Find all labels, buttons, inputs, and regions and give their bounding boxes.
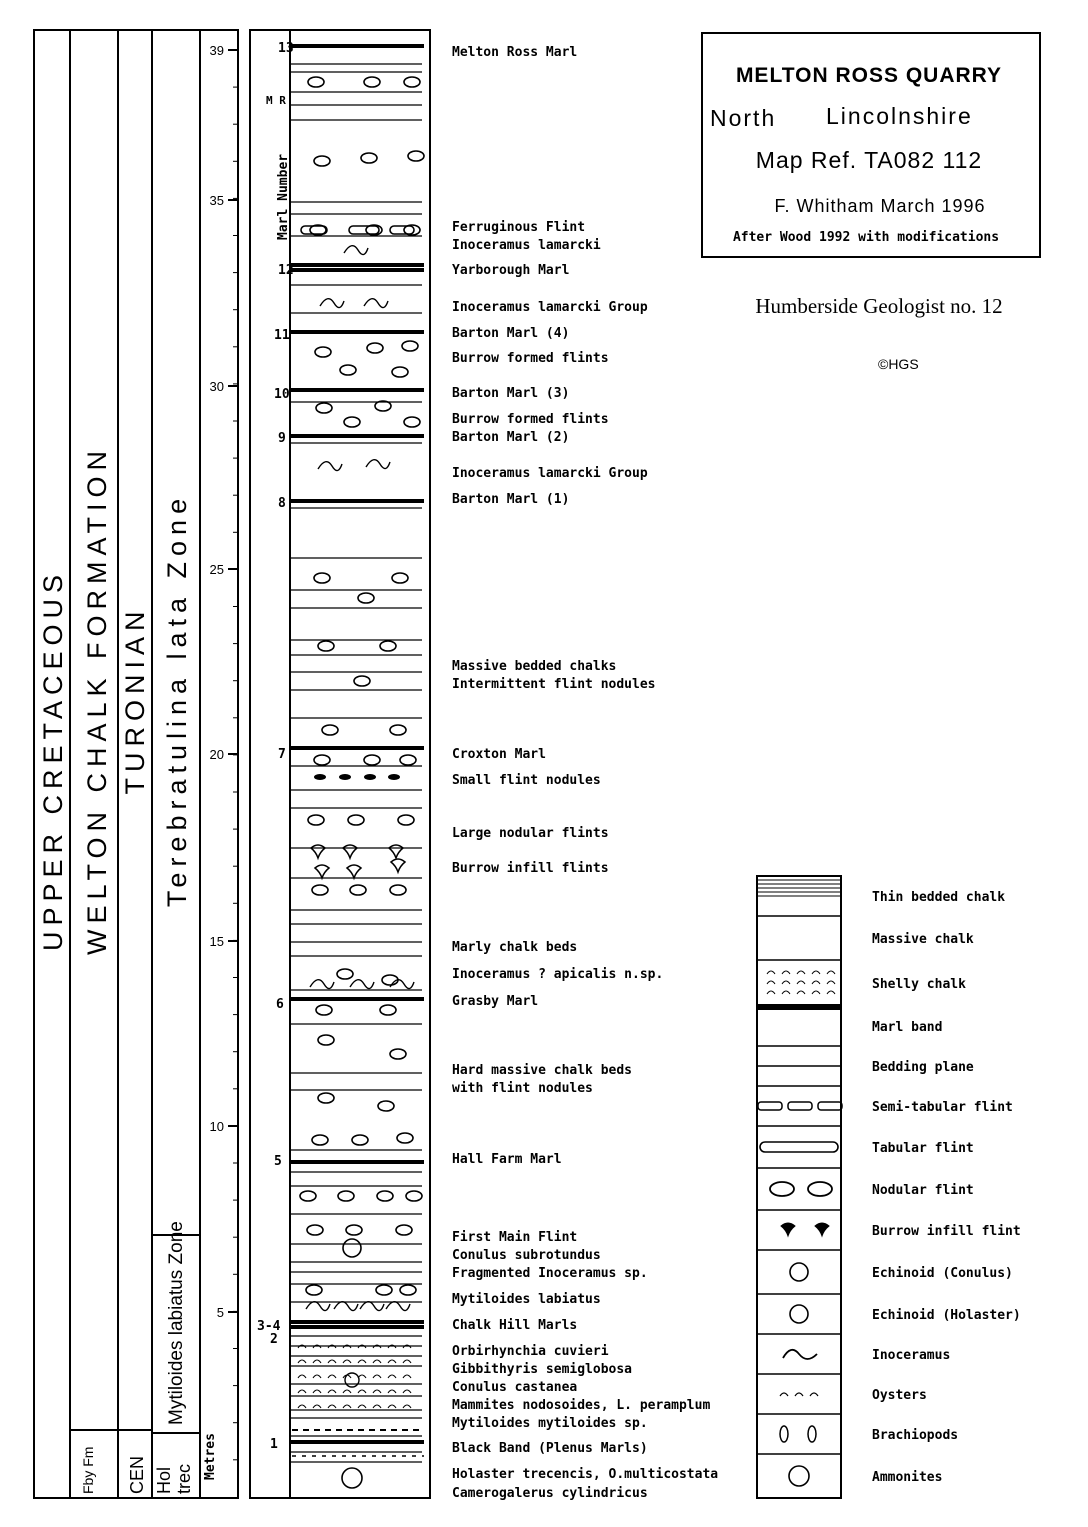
annotation-label: Orbirhynchia cuvieri [452, 1344, 609, 1359]
flint-nodule [364, 77, 380, 87]
burrow-flint [389, 845, 403, 858]
annotation-label: Inoceramus lamarcki [452, 238, 601, 253]
map-ref: Map Ref. TA082 112 [755, 147, 983, 173]
flint-nodule [404, 417, 420, 427]
welton-chalk-formation-label: WELTON CHALK FORMATION [82, 444, 112, 956]
flint-nodule [314, 156, 330, 166]
trec-label: trec [174, 1463, 194, 1494]
marl-number-2: 2 [270, 1332, 278, 1347]
legend-shell [767, 981, 775, 984]
hol-label: Hol [154, 1466, 174, 1494]
marl-number-6: 6 [276, 997, 284, 1012]
upper-cretaceous-label: UPPER CRETACEOUS [38, 568, 68, 952]
annotation-label: Mytiloides mytiloides sp. [452, 1416, 648, 1431]
inoceramus-symbol [344, 246, 368, 255]
title-text: MELTON ROSS QUARRY [735, 64, 1003, 87]
legend-oyster [810, 1393, 818, 1396]
scale-tick-label: 30 [209, 379, 224, 394]
legend-shell [767, 991, 775, 994]
legend-oyster [795, 1393, 803, 1396]
annotation-label: Grasby Marl [452, 994, 539, 1009]
oyster-symbol [343, 1390, 351, 1393]
flint-nodule [314, 755, 330, 765]
flint-nodule [307, 1225, 323, 1235]
flint-nodule [392, 573, 408, 583]
flint-nodule [316, 1005, 332, 1015]
legend-shell [812, 981, 820, 984]
oyster-symbol [388, 1390, 396, 1393]
legend-shell [827, 981, 835, 984]
flint-nodule [361, 153, 377, 163]
legend-shell [797, 971, 805, 974]
flint-nodule [348, 815, 364, 825]
small-flint-nodule [339, 774, 351, 780]
annotation-label: Ferruginous Flint [452, 220, 586, 235]
annotation-label: Melton Ross Marl [452, 45, 578, 60]
legend-shell [767, 971, 775, 974]
region-left: North [710, 105, 777, 131]
fby-fm-label: Fby Fm [80, 1446, 96, 1494]
marl-number-7: 7 [278, 747, 286, 762]
flint-nodule [354, 676, 370, 686]
oyster-symbol [328, 1405, 336, 1408]
flint-nodule [312, 885, 328, 895]
oyster-symbol [403, 1360, 411, 1363]
annotation-label: Marly chalk beds [452, 940, 578, 955]
flint-nodule [308, 815, 324, 825]
small-flint-nodule [314, 774, 326, 780]
annotation-label: First Main Flint [452, 1230, 578, 1245]
flint-nodule [380, 641, 396, 651]
inoceramus-symbol [360, 1302, 384, 1311]
tabular-flint [301, 226, 327, 234]
burrow-flint [391, 859, 405, 872]
legend-semi-tabular [818, 1102, 842, 1110]
inoceramus-symbol [318, 462, 342, 471]
flint-nodule [300, 1191, 316, 1201]
turonian-label: TURONIAN [120, 605, 150, 795]
legend-label: Bedding plane [872, 1060, 974, 1075]
flint-nodule [346, 1225, 362, 1235]
annotation-label: Croxton Marl [452, 747, 546, 762]
burrow-flint [347, 865, 361, 878]
annotation-label: Large nodular flints [452, 826, 609, 841]
oyster-symbol [343, 1405, 351, 1408]
annotation-label: Barton Marl (3) [452, 386, 570, 401]
oyster-symbol [313, 1360, 321, 1363]
legend-shell [827, 971, 835, 974]
flint-nodule [364, 755, 380, 765]
flint-nodule [396, 1225, 412, 1235]
burrow-flint [343, 845, 357, 858]
flint-nodule [397, 1133, 413, 1143]
legend-nodular [770, 1182, 794, 1196]
tabular-flint [390, 226, 414, 234]
oyster-symbol [373, 1390, 381, 1393]
annotation-label: with flint nodules [452, 1081, 593, 1096]
marl-number-mr: M R [266, 94, 286, 107]
inoceramus-symbol [364, 299, 388, 308]
legend-label: Oysters [872, 1388, 927, 1403]
annotation-label: Hard massive chalk beds [452, 1063, 633, 1078]
legend-brachiopod [780, 1426, 788, 1442]
oyster-symbol [373, 1360, 381, 1363]
terebratulina-lata-zone-label: Terebratulina lata Zone [162, 492, 192, 908]
legend-shell [812, 991, 820, 994]
marl-number-label: Marl Number [276, 153, 291, 240]
annotation-label: Hall Farm Marl [452, 1152, 562, 1167]
tabular-flint [349, 226, 379, 234]
legend-shell [782, 971, 790, 974]
legend-shell [782, 981, 790, 984]
scale-tick-label: 25 [209, 562, 224, 577]
burrow-flint [315, 865, 329, 878]
inoceramus-symbol [350, 980, 374, 989]
annotation-label: Burrow infill flints [452, 861, 609, 876]
annotation-label: Gibbithyris semiglobosa [452, 1362, 633, 1377]
legend-shell [797, 991, 805, 994]
metres-label: Metres [203, 1433, 218, 1480]
flint-nodule [312, 1135, 328, 1145]
marl-number-3-4: 3-4 [257, 1319, 281, 1334]
marl-number-8: 8 [278, 496, 286, 511]
inoceramus-symbol [320, 299, 344, 308]
marl-number-5: 5 [274, 1154, 282, 1169]
scale-tick-label: 15 [209, 934, 224, 949]
annotation-label: Barton Marl (1) [452, 492, 570, 507]
marl-number-9: 9 [278, 431, 286, 446]
oyster-symbol [313, 1405, 321, 1408]
marl-number-11: 11 [274, 328, 290, 343]
oyster-symbol [328, 1360, 336, 1363]
legend-label: Shelly chalk [872, 977, 966, 992]
legend-label: Massive chalk [872, 932, 974, 947]
scale-tick-label: 39 [209, 43, 224, 58]
legend-label: Semi-tabular flint [872, 1100, 1013, 1115]
echinoid-holaster [342, 1468, 362, 1488]
legend-label: Echinoid (Conulus) [872, 1266, 1013, 1281]
scale-tick-label: 20 [209, 747, 224, 762]
title-box [702, 33, 1040, 257]
flint-nodule [358, 593, 374, 603]
legend-semi-tabular [758, 1102, 782, 1110]
legend-label: Echinoid (Holaster) [872, 1308, 1021, 1323]
annotation-label: Conulus castanea [452, 1380, 578, 1395]
flint-nodule [377, 1191, 393, 1201]
legend-burrow [815, 1223, 829, 1236]
burrow-flint [311, 845, 325, 858]
annotation-label: Barton Marl (4) [452, 326, 570, 341]
flint-nodule [402, 341, 418, 351]
legend-nodular [808, 1182, 832, 1196]
inoceramus-symbol [386, 1302, 410, 1311]
oyster-symbol [358, 1390, 366, 1393]
echinoid-conulus [345, 1373, 359, 1387]
oyster-symbol [403, 1390, 411, 1393]
legend-shell [827, 991, 835, 994]
mytiloides-labiatus-zone-label: Mytiloides labiatus Zone [166, 1221, 187, 1425]
flint-nodule [380, 1005, 396, 1015]
flint-nodule [337, 969, 353, 979]
annotation-label: Black Band (Plenus Marls) [452, 1441, 648, 1456]
publication-label: Humberside Geologist no. 12 [755, 294, 1003, 318]
oyster-symbol [313, 1375, 321, 1378]
annotation-label: Barton Marl (2) [452, 430, 570, 445]
flint-nodule [400, 755, 416, 765]
flint-nodule [350, 885, 366, 895]
legend-tabular [760, 1142, 838, 1152]
oyster-symbol [358, 1405, 366, 1408]
legend-burrow [781, 1223, 795, 1236]
oyster-symbol [373, 1375, 381, 1378]
annotation-label: Conulus subrotundus [452, 1248, 601, 1263]
annotation-label: Yarborough Marl [452, 263, 570, 278]
annotation-label: Chalk Hill Marls [452, 1318, 578, 1333]
legend-shell [812, 971, 820, 974]
flint-nodule [406, 1191, 422, 1201]
legend-semi-tabular [788, 1102, 812, 1110]
legend-brachiopod [808, 1426, 816, 1442]
scale-tick-label: 10 [209, 1119, 224, 1134]
flint-nodule [308, 77, 324, 87]
legend-label: Ammonites [872, 1470, 943, 1485]
marl-number-1: 1 [270, 1437, 278, 1452]
annotation-label: Small flint nodules [452, 773, 601, 788]
oyster-symbol [298, 1390, 306, 1393]
flint-nodule [318, 641, 334, 651]
flint-nodule [376, 1285, 392, 1295]
marl-number-13: 13 [278, 41, 294, 56]
region-right: Lincolnshire [826, 103, 973, 129]
oyster-symbol [358, 1360, 366, 1363]
oyster-symbol [403, 1375, 411, 1378]
annotation-label: Holaster trecencis, O.multicostata [452, 1467, 719, 1482]
marl-number-10: 10 [274, 387, 290, 402]
oyster-symbol [298, 1375, 306, 1378]
flint-nodule [392, 367, 408, 377]
legend [757, 876, 842, 1498]
annotation-label: Burrow formed flints [452, 412, 609, 427]
annotation-label: Intermittent flint nodules [452, 677, 656, 692]
legend-label: Tabular flint [872, 1141, 974, 1156]
legend-label: Inoceramus [872, 1348, 951, 1363]
source-note: After Wood 1992 with modifications [732, 230, 1000, 245]
scale-tick-label: 5 [216, 1305, 224, 1320]
annotation-label: Mytiloides labiatus [452, 1292, 601, 1307]
inoceramus-symbol [334, 1302, 358, 1311]
marl-number-12: 12 [278, 263, 294, 278]
legend-label: Marl band [872, 1020, 943, 1035]
small-flint-nodule [364, 774, 376, 780]
flint-nodule [400, 1285, 416, 1295]
legend-ammonite [789, 1466, 809, 1486]
flint-nodule [378, 1101, 394, 1111]
oyster-symbol [313, 1390, 321, 1393]
flint-nodule [390, 1049, 406, 1059]
flint-nodule [390, 885, 406, 895]
inoceramus-symbol [366, 460, 390, 469]
author-date: F. Whitham March 1996 [774, 196, 986, 216]
flint-nodule [315, 347, 331, 357]
legend-label: Nodular flint [872, 1183, 974, 1198]
annotation-label: Inoceramus lamarcki Group [452, 466, 648, 481]
flint-nodule [306, 1285, 322, 1295]
cen-label: CEN [127, 1455, 147, 1494]
copyright-label: ©HGS [878, 356, 919, 372]
annotation-label: Massive bedded chalks [452, 659, 617, 674]
small-flint-nodule [388, 774, 400, 780]
annotation-label: Inoceramus ? apicalis n.sp. [452, 967, 664, 982]
flint-nodule [322, 725, 338, 735]
inoceramus-symbol [310, 980, 334, 989]
legend-holaster [790, 1305, 808, 1323]
annotation-label: Burrow formed flints [452, 351, 609, 366]
flint-nodule [318, 1035, 334, 1045]
oyster-symbol [298, 1360, 306, 1363]
legend-shell [797, 981, 805, 984]
flint-nodule [344, 417, 360, 427]
flint-nodule [340, 365, 356, 375]
annotation-label: Inoceramus lamarcki Group [452, 300, 648, 315]
oyster-symbol [343, 1360, 351, 1363]
legend-shell [782, 991, 790, 994]
legend-label: Thin bedded chalk [872, 890, 1006, 905]
metre-scale [210, 30, 238, 1498]
flint-nodule [408, 151, 424, 161]
flint-nodule [367, 343, 383, 353]
echinoid-conulus [343, 1239, 361, 1257]
oyster-symbol [388, 1405, 396, 1408]
flint-nodule [352, 1135, 368, 1145]
legend-inoceramus [783, 1350, 817, 1359]
oyster-symbol [403, 1405, 411, 1408]
oyster-symbol [328, 1375, 336, 1378]
scale-tick-label: 35 [209, 193, 224, 208]
flint-nodule [398, 815, 414, 825]
oyster-symbol [373, 1405, 381, 1408]
oyster-symbol [388, 1360, 396, 1363]
flint-nodule [314, 573, 330, 583]
legend-oyster [780, 1393, 788, 1396]
flint-nodule [404, 77, 420, 87]
legend-label: Burrow infill flint [872, 1224, 1021, 1239]
oyster-symbol [298, 1405, 306, 1408]
legend-label: Brachiopods [872, 1428, 959, 1443]
oyster-symbol [328, 1390, 336, 1393]
annotation-label: Camerogalerus cylindricus [452, 1486, 648, 1501]
flint-nodule [316, 403, 332, 413]
oyster-symbol [388, 1375, 396, 1378]
flint-nodule [338, 1191, 354, 1201]
log-column [250, 30, 430, 1498]
legend-conulus [790, 1263, 808, 1281]
annotation-label: Mammites nodosoides, L. peramplum [452, 1398, 711, 1413]
annotation-label: Fragmented Inoceramus sp. [452, 1266, 648, 1281]
flint-nodule [318, 1093, 334, 1103]
inoceramus-symbol [306, 1302, 330, 1311]
flint-nodule [390, 725, 406, 735]
